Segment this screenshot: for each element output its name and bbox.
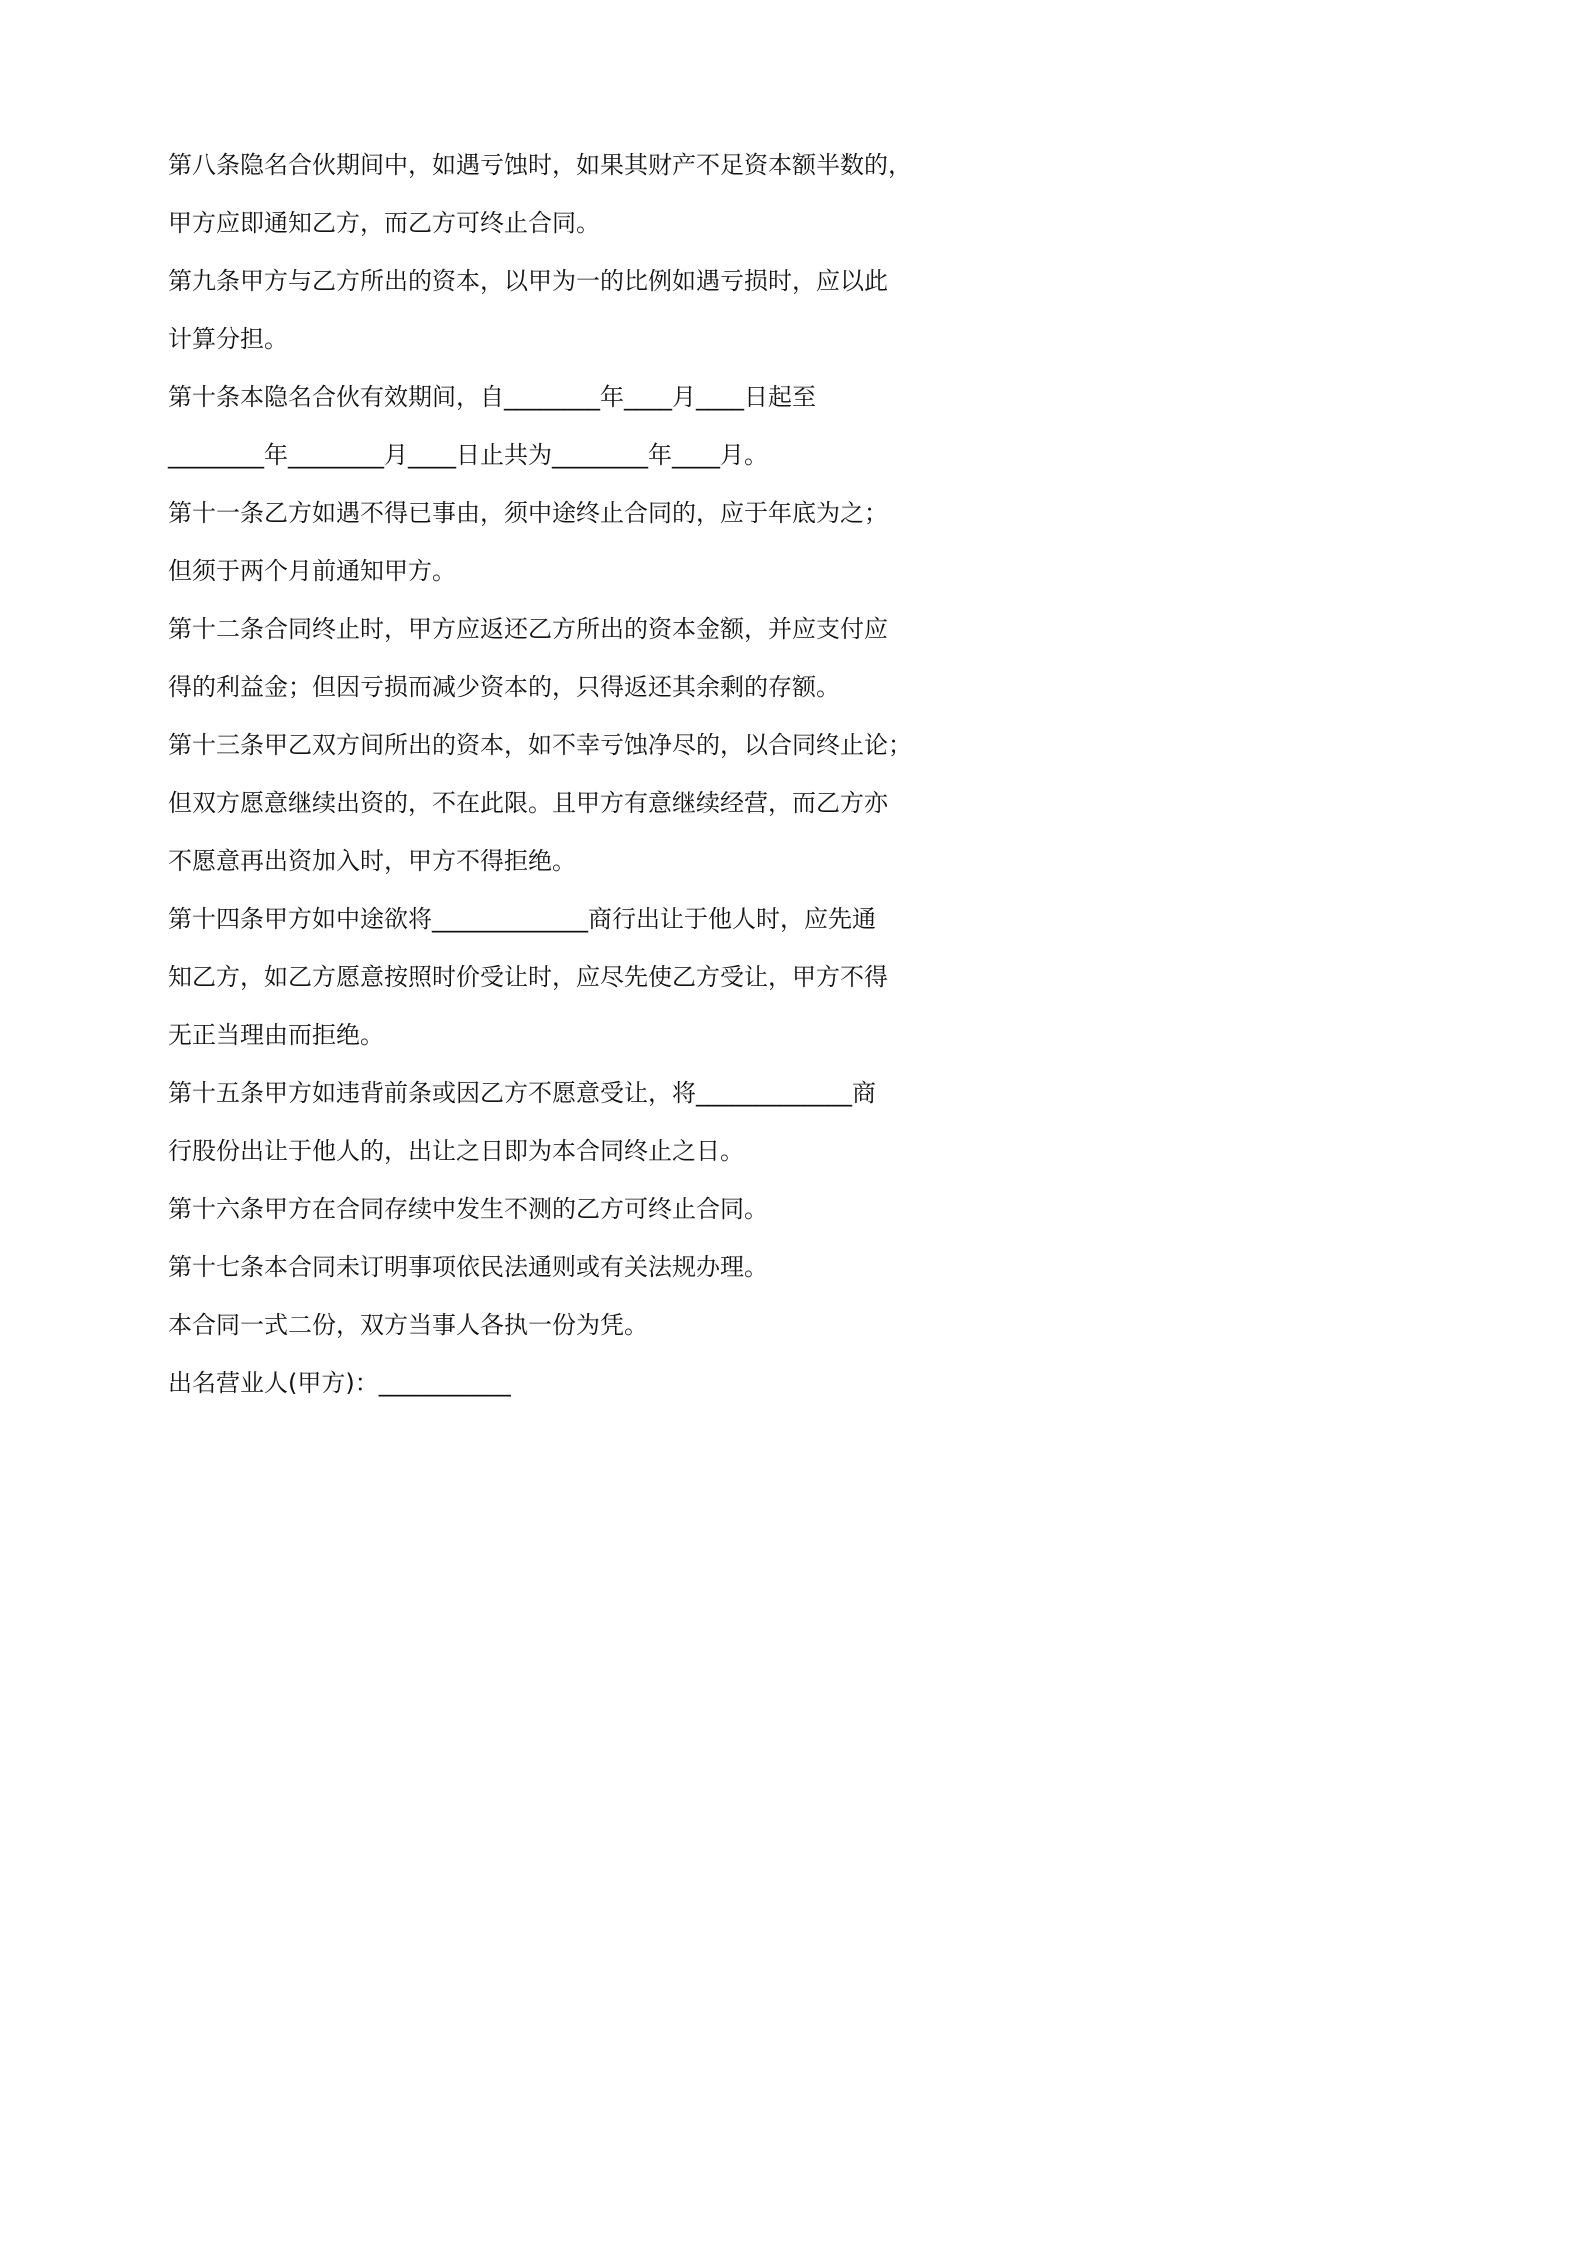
article-11: [168, 484, 948, 600]
article-8: [168, 136, 948, 252]
article-13: [168, 716, 948, 890]
article-14: [168, 890, 948, 1064]
text-line: 第十六条甲方在合同存续中发生不测的乙方可终止合同。: [168, 1195, 768, 1223]
article-9: [168, 252, 948, 368]
text-line: 第十四条甲方如中途欲将_____________商行出让于他人时，应先通: [168, 905, 876, 933]
text-line: 第十五条甲方如违背前条或因乙方不愿意受让，将_____________商: [168, 1079, 876, 1107]
text-line: 但双方愿意继续出资的，不在此限。且甲方有意继续经营，而乙方亦: [168, 789, 888, 817]
text-line: 第十二条合同终止时，甲方应返还乙方所出的资本金额，并应支付应: [168, 615, 888, 643]
text-line: 不愿意再出资加入时，甲方不得拒绝。: [168, 847, 576, 875]
contract-body: [168, 136, 948, 1412]
article-12: [168, 600, 948, 716]
text-line: 第九条甲方与乙方所出的资本，以甲为一的比例如遇亏损时，应以此: [168, 267, 888, 295]
document-page: [0, 0, 1100, 1556]
text-line: 出名营业人(甲方)：___________: [168, 1369, 511, 1397]
text-line: 但须于两个月前通知甲方。: [168, 557, 456, 585]
text-line: 行股份出让于他人的，出让之日即为本合同终止之日。: [168, 1137, 744, 1165]
text-line: 无正当理由而拒绝。: [168, 1021, 384, 1049]
text-line: 第十条本隐名合伙有效期间，自________年____月____日起至: [168, 383, 816, 411]
text-line: 第八条隐名合伙期间中，如遇亏蚀时，如果其财产不足资本额半数的，: [168, 151, 912, 179]
text-line: 第十三条甲乙双方间所出的资本，如不幸亏蚀净尽的，以合同终止论；: [168, 731, 912, 759]
signature-line-party-a: [168, 1354, 948, 1412]
article-16: [168, 1180, 948, 1238]
article-10: [168, 368, 948, 484]
text-line: 第十一条乙方如遇不得已事由，须中途终止合同的，应于年底为之；: [168, 499, 888, 527]
text-line: 本合同一式二份，双方当事人各执一份为凭。: [168, 1311, 648, 1339]
copies-clause: [168, 1296, 948, 1354]
article-17: [168, 1238, 948, 1296]
article-15: [168, 1064, 948, 1180]
text-line: ________年________月____日止共为________年____月。: [168, 441, 768, 469]
text-line: 知乙方，如乙方愿意按照时价受让时，应尽先使乙方受让，甲方不得: [168, 963, 888, 991]
text-line: 计算分担。: [168, 325, 288, 353]
text-line: 甲方应即通知乙方，而乙方可终止合同。: [168, 209, 600, 237]
text-line: 第十七条本合同未订明事项依民法通则或有关法规办理。: [168, 1253, 768, 1281]
text-line: 得的利益金；但因亏损而减少资本的，只得返还其余剩的存额。: [168, 673, 840, 701]
